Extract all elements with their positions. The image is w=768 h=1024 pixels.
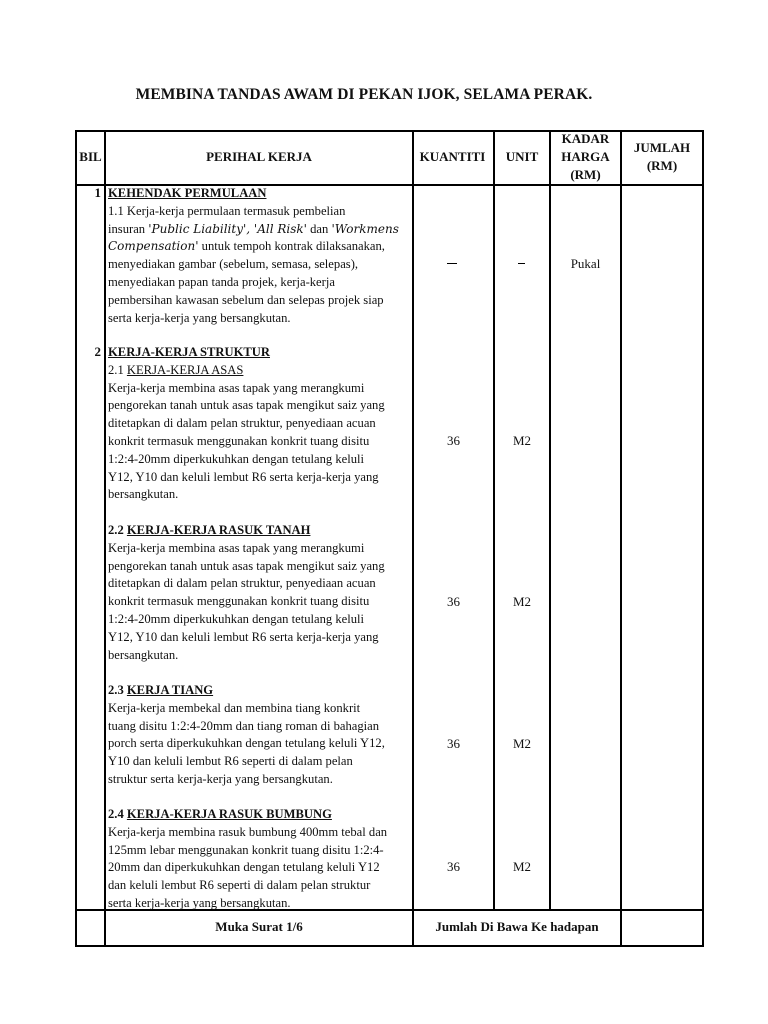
item-1-line2-b: dan bbox=[306, 221, 332, 236]
col-border-kadar bbox=[620, 130, 622, 947]
item-2-2-line-4: konkrit termasuk menggunakan konkrit tuang disitu bbox=[108, 594, 370, 609]
item-2-2-line-1: Kerja-kerja membina asas tapak yang merangkumi bbox=[108, 540, 365, 555]
item-number-1: 1 bbox=[94, 185, 101, 200]
col-border-bil bbox=[104, 130, 106, 947]
header-jumlah bbox=[622, 139, 702, 175]
item-2-2-number: 2.2 bbox=[108, 523, 127, 537]
item-2-1-kuantiti: 36 bbox=[447, 433, 460, 448]
item-2-2-unit: M2 bbox=[512, 594, 532, 609]
header-kadar-harga bbox=[551, 130, 620, 184]
header-kadar-line2: HARGA bbox=[561, 149, 610, 164]
header-kuantiti: KUANTITI bbox=[419, 149, 486, 164]
item-2-3-line-1: Kerja-kerja membekal dan membina tiang konkrit bbox=[108, 700, 361, 715]
item-2-4-title: KERJA-KERJA RASUK BUMBUNG bbox=[126, 807, 332, 821]
item-2-2-title: KERJA-KERJA RASUK TANAH bbox=[126, 523, 311, 537]
item-2-3-title: KERJA TIANG bbox=[126, 683, 214, 697]
item-1-line3 bbox=[108, 238, 412, 256]
item-2-4-line-1: Kerja-kerja membina rasuk bumbung 400mm tebal dan bbox=[108, 824, 388, 839]
item-2-3-number: 2.3 bbox=[108, 683, 127, 697]
item-2-2-line-3: ditetapkan di dalam pelan struktur, penyediaan acuan bbox=[108, 576, 376, 591]
item-2-2-description bbox=[108, 522, 412, 664]
item-2-2-line-6: Y12, Y10 dan keluli lembut R6 serta kerja-kerja yang bbox=[108, 629, 379, 644]
page-number: Muka Surat 1/6 bbox=[215, 919, 303, 934]
item-2-2-subheading bbox=[108, 522, 412, 540]
item-2-3-line-5: struktur serta kerja-kerja yang bersangkutan. bbox=[108, 771, 333, 786]
col-border-right bbox=[702, 130, 704, 947]
item-2-3-description bbox=[108, 682, 412, 789]
item-2-1-title: KERJA-KERJA ASAS bbox=[126, 362, 244, 377]
item-2-description bbox=[108, 344, 412, 504]
item-1-line4: menyediakan gambar (sebelum, semasa, selepas), bbox=[108, 257, 359, 272]
item-1-line7: serta kerja-kerja yang bersangkutan. bbox=[108, 310, 291, 325]
table-bottom-border bbox=[75, 945, 704, 947]
item-number-2: 2 bbox=[94, 344, 101, 359]
header-jumlah-line1: JUMLAH bbox=[633, 140, 691, 155]
item-1-line5: menyediakan papan tanda projek, kerja-kerja bbox=[108, 274, 335, 289]
item-1-line2-a: insuran bbox=[108, 221, 149, 236]
item-2-1-line-4: konkrit termasuk menggunakan konkrit tuang disitu bbox=[108, 433, 370, 448]
col-border-unit bbox=[549, 130, 551, 910]
item-1-line3-b: untuk tempoh kontrak dilaksanakan, bbox=[198, 239, 385, 254]
item-2-3-line-4: Y10 dan keluli lembut R6 seperti di dalam pelan bbox=[108, 754, 353, 769]
col-border-kuantiti-body bbox=[493, 186, 495, 910]
item-1-line2-italic1: 'Public Liability', 'All Risk' bbox=[148, 221, 307, 236]
item-2-2-line-7: bersangkutan. bbox=[108, 647, 179, 662]
item-2-1-line-2: pengorekan tanah untuk asas tapak mengikut saiz yang bbox=[108, 398, 385, 413]
item-2-2-line-5: 1:2:4-20mm diperkukuhkan dengan tetulang keluli bbox=[108, 611, 365, 626]
item-2-3-subheading bbox=[108, 682, 412, 700]
item-2-4-subheading bbox=[108, 806, 412, 824]
item-2-4-line-5: serta kerja-kerja yang bersangkutan. bbox=[108, 895, 291, 910]
item-1-heading: KEHENDAK PERMULAAN bbox=[108, 186, 267, 200]
item-1-line2-italic2: 'Workmens bbox=[331, 221, 399, 236]
item-1-line2 bbox=[108, 221, 412, 239]
carry-forward-label: Jumlah Di Bawa Ke hadapan bbox=[435, 919, 599, 934]
item-2-4-line-3: 20mm dan diperkukuhkan dengan tetulang keluli Y12 bbox=[108, 860, 380, 875]
item-2-heading: KERJA-KERJA STRUKTUR bbox=[108, 345, 270, 359]
boq-table bbox=[75, 130, 704, 947]
item-2-4-number: 2.4 bbox=[108, 807, 127, 821]
item-2-2-line-2: pengorekan tanah untuk asas tapak mengikut saiz yang bbox=[108, 558, 385, 573]
item-2-4-line-2: 125mm lebar menggunakan konkrit tuang disitu 1:2:4- bbox=[108, 842, 384, 857]
item-1-line3-italic: Compensation' bbox=[108, 239, 199, 254]
header-perihal-kerja: PERIHAL KERJA bbox=[206, 149, 312, 164]
document-title: MEMBINA TANDAS AWAM DI PEKAN IJOK, SELAMA PERAK. bbox=[135, 86, 593, 103]
header-kadar-line1: KADAR bbox=[561, 131, 610, 146]
item-2-4-description bbox=[108, 806, 412, 913]
item-2-3-kuantiti: 36 bbox=[447, 736, 460, 751]
header-unit: UNIT bbox=[505, 149, 539, 164]
item-2-1-line-5: 1:2:4-20mm diperkukuhkan dengan tetulang keluli bbox=[108, 451, 365, 466]
item-1-line1: 1.1 Kerja-kerja permulaan termasuk pembelian bbox=[108, 203, 346, 218]
item-2-1-unit: M2 bbox=[512, 433, 532, 448]
item-1-kadar: Pukal bbox=[570, 256, 601, 271]
item-2-1-number: 2.1 bbox=[108, 362, 127, 377]
item-2-4-line-4: dan keluli lembut R6 seperti di dalam pelan struktur bbox=[108, 878, 371, 893]
header-kadar-line3: (RM) bbox=[570, 167, 601, 182]
header-jumlah-line2: (RM) bbox=[646, 158, 678, 173]
col-border-left bbox=[75, 130, 77, 947]
item-2-1-line-7: bersangkutan. bbox=[108, 487, 179, 502]
item-2-3-line-3: porch serta diperkukuhkan dengan tetulang keluli Y12, bbox=[108, 736, 385, 751]
item-2-1-line-6: Y12, Y10 dan keluli lembut R6 serta kerja-kerja yang bbox=[108, 469, 379, 484]
col-border-perihal bbox=[412, 130, 414, 947]
item-2-1-line-3: ditetapkan di dalam pelan struktur, penyediaan acuan bbox=[108, 416, 376, 431]
item-2-1-line-1: Kerja-kerja membina asas tapak yang merangkumi bbox=[108, 380, 365, 395]
item-2-1-subheading bbox=[108, 362, 412, 380]
item-2-4-kuantiti: 36 bbox=[447, 859, 460, 874]
item-2-2-kuantiti: 36 bbox=[447, 594, 460, 609]
header-bil: BIL bbox=[79, 149, 102, 164]
item-2-3-line-2: tuang disitu 1:2:4-20mm dan tiang roman di bahagian bbox=[108, 718, 380, 733]
item-2-4-unit: M2 bbox=[512, 859, 532, 874]
item-1-description bbox=[108, 185, 412, 327]
item-1-kuantiti-dash bbox=[447, 263, 457, 264]
item-2-3-unit: M2 bbox=[512, 736, 532, 751]
item-1-unit-dash bbox=[518, 263, 525, 264]
item-1-line6: pembersihan kawasan sebelum dan selepas projek siap bbox=[108, 292, 384, 307]
